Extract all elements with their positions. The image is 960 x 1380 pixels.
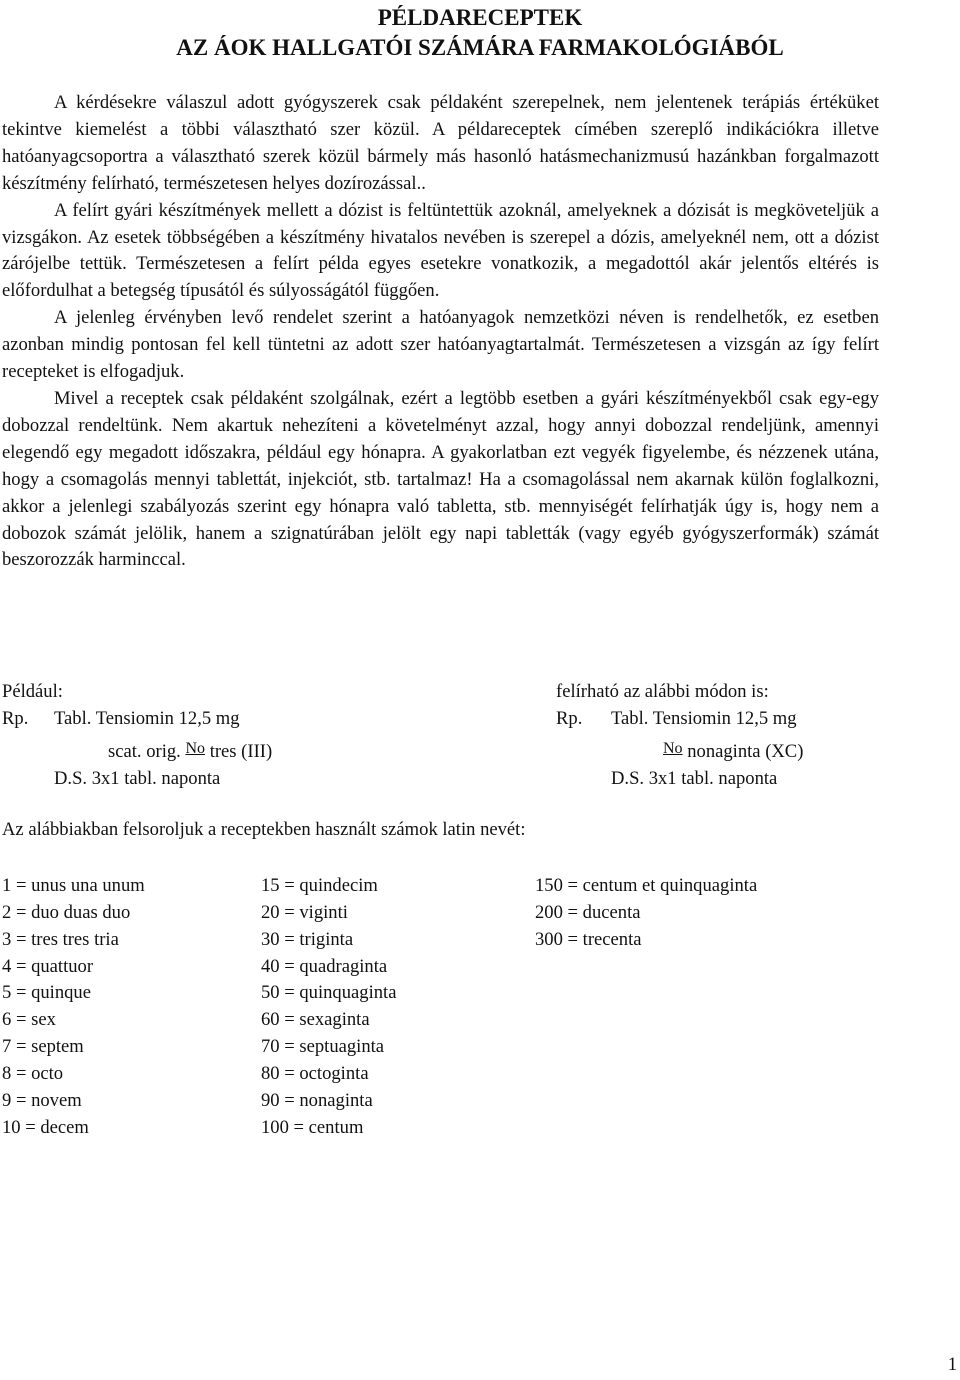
number-entry: 60 = sexaginta [261, 1009, 370, 1031]
number-entry: 50 = quinquaginta [261, 982, 397, 1004]
number-entry: 9 = novem [2, 1089, 82, 1111]
numbers-intro: Az alábbiakban felsoroljuk a receptekben használt számok latin nevét: [2, 819, 526, 840]
document-subtitle: AZ ÁOK HALLGATÓI SZÁMÁRA FARMAKOLÓGIÁBÓL [176, 35, 784, 60]
number-entry: 3 = tres tres tria [2, 928, 119, 950]
quantity-value: tres (III) [209, 741, 273, 762]
number-entry: 4 = quattuor [2, 955, 94, 977]
document-title: PÉLDARECEPTEK [377, 5, 583, 30]
paragraph: A jelenleg érvényben levő rendelet szerint a hatóanyagok nemzetközi néven is rendelhetők, ez esetben azonban mindig pontosan fel kell tüntetni az adott szer hatóanyagtartalmát. Természetesen a vizsgán az így felírt recepteket is elfogadjuk. [2, 307, 879, 383]
number-entry: 100 = centum [261, 1116, 364, 1138]
numbers-column-1 [2, 873, 145, 1141]
number-entry: 2 = duo duas duo [2, 901, 131, 923]
number-entry: 1 = unus una unum [2, 875, 145, 896]
page-number: 1 [947, 1354, 957, 1375]
number-entry: 6 = sex [2, 1009, 56, 1031]
rp-label: Rp. [2, 708, 29, 729]
number-entry: 200 = ducenta [535, 901, 641, 923]
quantity-line [108, 740, 272, 765]
drug-line: Tabl. Tensiomin 12,5 mg [611, 708, 797, 729]
numero-sign: No [663, 740, 683, 757]
drug-line: Tabl. Tensiomin 12,5 mg [54, 708, 240, 729]
number-entry: 150 = centum et quinquaginta [535, 875, 758, 896]
quantity-value: nonaginta (XC) [687, 741, 804, 762]
number-entry: 300 = trecenta [535, 928, 642, 950]
paragraph: A kérdésekre válaszul adott gyógyszerek csak példaként szerepelnek, nem jelentenek terápiás értéküket tekintve kiemelést a többi választható szer közül. A példareceptek címében szereplő indikációkra illetve hatóanyagcsoportra a választható szerek közül bármely más hasonló hatásmechanizmusú hazánkban forgalmazott készítmény felírható, természetesen helyes dozírozással.. [2, 92, 879, 194]
number-entry: 30 = triginta [261, 928, 354, 950]
signatura-line: D.S. 3x1 tabl. naponta [611, 768, 778, 789]
example-heading: felírható az alábbi módon is: [556, 681, 769, 702]
number-entry: 8 = octo [2, 1062, 64, 1084]
number-entry: 90 = nonaginta [261, 1089, 373, 1111]
scat-orig-label: scat. orig. [108, 741, 181, 762]
number-entry: 10 = decem [2, 1116, 89, 1138]
number-entry: 7 = septem [2, 1036, 84, 1058]
signatura-line: D.S. 3x1 tabl. naponta [54, 768, 221, 789]
numbers-column-2 [261, 873, 396, 1141]
number-entry: 20 = viginti [261, 901, 348, 923]
numbers-column-3 [535, 873, 757, 954]
number-entry: 5 = quinque [2, 982, 91, 1004]
example-heading: Például: [2, 681, 63, 702]
intro-text [2, 90, 879, 574]
number-entry: 15 = quindecim [261, 875, 378, 896]
quantity-line [663, 740, 803, 765]
number-entry: 80 = octoginta [261, 1062, 369, 1084]
number-entry: 70 = septuaginta [261, 1036, 385, 1058]
rp-label: Rp. [556, 708, 583, 729]
paragraph: Mivel a receptek csak példaként szolgálnak, ezért a legtöbb esetben a gyári készítményekből csak egy-egy dobozzal rendeltünk. Nem akartuk nehezíteni a követelményt azzal, hogy annyi dobozzal rendeljünk, amennyi elegendő egy megadott időszakra, például egy hónapra. A gyakorlatban ezt vegyék figyelembe, és nézzenek utána, hogy a csomagolás mennyi tablettát, injekciót, stb. tartalmaz! Ha a csomagolással nem akarnak külön foglalkozni, akkor a jelenlegi szabályozás szerint egy hónapra való tabletta, stb. mennyiségét felírhatják úgy is, hogy nem a dobozok számát jelölik, hanem a szignatúrában jelölt egy napi tabletták (vagy egyéb gyógyszerformák) számát beszorozzák harminccal. [2, 387, 879, 571]
paragraph: A felírt gyári készítmények mellett a dózist is feltüntettük azoknál, amelyeknek a dózisát is megköveteljük a vizsgákon. Az esetek többségében a készítmény hivatalos nevében is szerepel a dózis, amelyeknél nem, ott a dózist zárójelbe tettük. Természetesen a felírt példa egyes esetekre vonatkozik, a megadottól akár jelentős eltérés is előfordulhat a betegség típusától és súlyosságától függően. [2, 199, 879, 302]
numero-sign: No [185, 740, 206, 757]
number-entry: 40 = quadraginta [261, 955, 388, 977]
